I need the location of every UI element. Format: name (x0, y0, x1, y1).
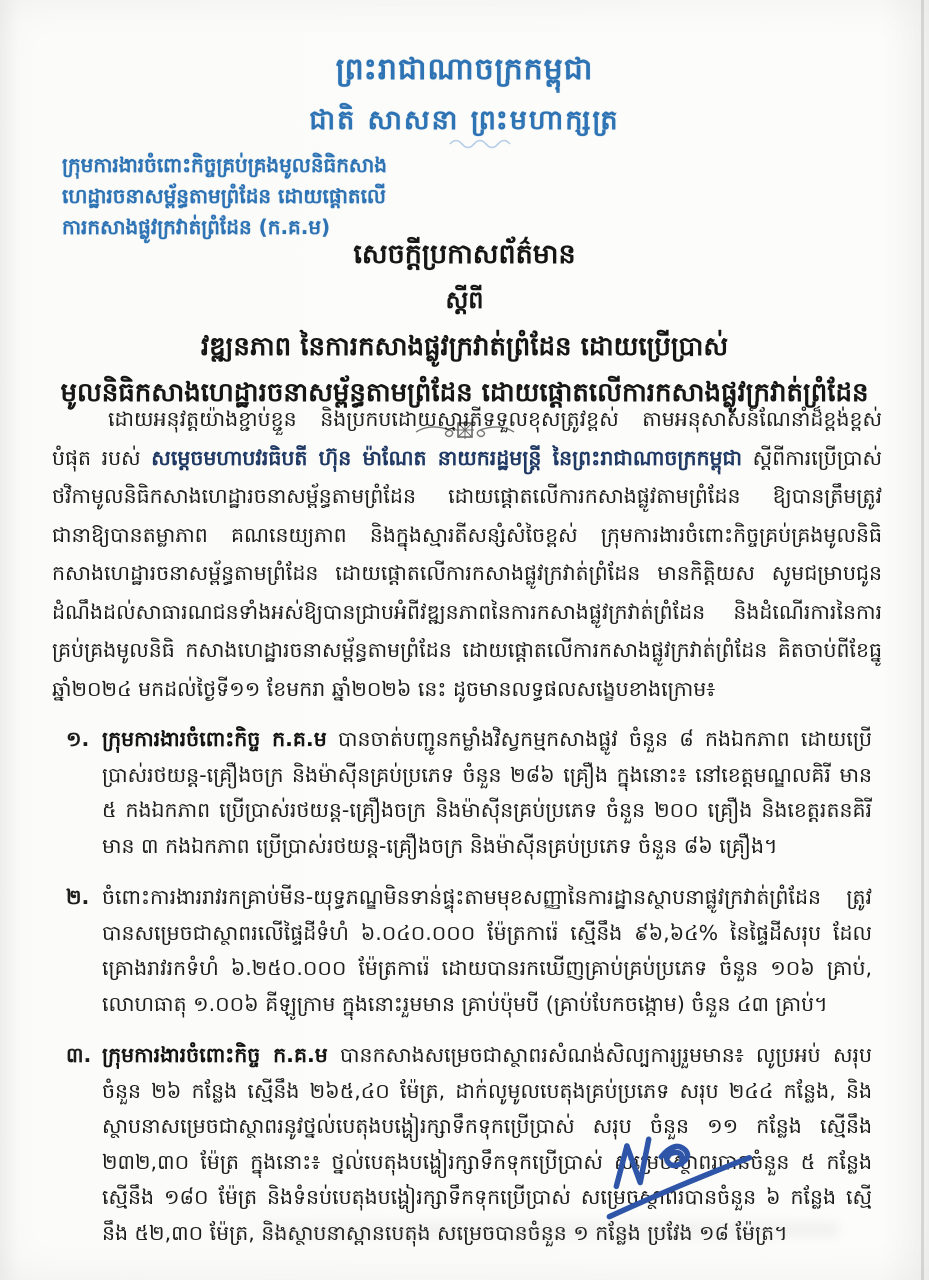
item-text (102, 722, 872, 864)
national-motto: ជាតិ សាសនា ព្រះមហាក្សត្រ (309, 105, 620, 136)
subject-line-2: មូលនិធិកសាងហេដ្ឋារចនាសម្ព័ន្ធតាមព្រំដែន ដោយផ្តោតលើការកសាងផ្លូវក្រវាត់ព្រំដែន (60, 378, 869, 408)
item-body: ចំពោះការងាររាវរកគ្រាប់មីន-យុទ្ធភណ្ឌមិនទាន់ផ្ទុះតាមមុខសញ្ញានៃការដ្ឋានស្ថាបនាផ្លូវក្រវាត់ព្រំដែន ត្រូវបានសម្រេចជាស្ថាពរលើផ្ទៃដីទំហំ ៦.០៤០.០០០ ម៉ែត្រការ៉េ ស្មើនឹង ៩៦,៦៤% នៃផ្ទៃដីសរុប ដែលគ្រោងរាវរកទំហំ ៦.២៥០.០០០ ម៉ែត្រការ៉េ ដោយបានរកឃើញគ្រាប់គ្រប់ប្រភេទ ចំនួន ១០៦ គ្រាប់, លោហធាតុ ១.០០៦ គីឡូក្រាម ក្នុងនោះរួមមាន គ្រាប់ប៉ុមបី (គ្រាប់បែកចង្កោម) ចំនួន ៤៣ គ្រាប់។ (102, 885, 872, 1016)
list-item (66, 880, 872, 1022)
letterhead-line: ការកសាងផ្លូវក្រវាត់ព្រំដែន (ក.គ.ម) (62, 215, 331, 239)
item-number: ២. (66, 885, 90, 909)
subject-line-1: វឌ្ឍនភាព នៃការកសាងផ្លូវក្រវាត់ព្រំដែន ដោយប្រើប្រាស់ (200, 332, 729, 362)
item-body: បានកសាងសម្រេចជាស្ថាពរសំណង់សិល្បការ្យរួមមាន៖ លូប្រអប់ សរុបចំនួន ២៦ កន្លែង ស្មើនឹង ២៦៥,៤០ ម៉ែត្រ, ដាក់លូមូលបេតុងគ្រប់ប្រភេទ សរុប ២៤៤ កន្លែង, និងស្ថាបនាសម្រេចជាស្ថាពរនូវថ្នល់បេតុងបង្ហៀរក្សាទឹកទុកប្រើប្រាស់ សរុប ចំនួន ១១ កន្លែង ស្មើនឹង ២៣២,៣០ ម៉ែត្រ ក្នុងនោះ៖ ថ្នល់បេតុងបង្ហៀរក្សាទឹកទុកប្រើប្រាស់ សម្រេចស្ថាពរបានចំនួន ៥ កន្លែង ស្មើនឹង ១៨០ ម៉ែត្រ និងទំនប់បេតុងបង្ហៀរក្សាទឹកទុកប្រើប្រាស់ សម្រេចស្ថាពរបានចំនួន ៦ កន្លែង ស្មើនឹង ៥២,៣០ ម៉ែត្រ, និងស្ថាបនាស្ពានបេតុង សម្រេចបានចំនួន ១ កន្លែង ប្រវែង ១៨ ម៉ែត្រ។ (102, 1043, 872, 1245)
item-number: ៣. (66, 1043, 92, 1067)
prime-minister-name: សម្តេចមហាបវរធិបតី ហ៊ុន ម៉ាណែត នាយករដ្ឋមន្ត្រី នៃព្រះរាជាណាចក្រកម្ពុជា (151, 445, 743, 470)
task-force-name: ក្រុមការងារចំពោះកិច្ច ក.គ.ម (102, 727, 327, 751)
task-force-name: ក្រុមការងារចំពោះកិច្ច ក.គ.ម (102, 1043, 328, 1067)
page-showthrough (260, 1222, 840, 1238)
kingdom-title: ព្រះរាជាណាចក្រកម្ពុជា (335, 52, 594, 87)
item-number: ១. (66, 727, 90, 751)
regarding-label: ស្តីពី (445, 286, 484, 314)
kingdom-header (0, 50, 929, 143)
letterhead (62, 150, 492, 243)
motto-flourish-ornament (448, 138, 520, 150)
handwritten-initial-signature (598, 1123, 771, 1229)
paper-edge-shadow (921, 0, 924, 1280)
intro-text-end: ស្តីពីការប្រើប្រាស់ថវិកាមូលនិធិកសាងហេដ្ឋារចនាសម្ព័ន្ធតាមព្រំដែន ដោយផ្តោតលើការកសាងផ្លូវតាមព្រំដែន ឱ្យបានត្រឹមត្រូវ ជានាឱ្យបានតម្លាភាព គណនេយ្យភាព និងក្នុងស្មារតីសន្សំសំចៃខ្ពស់ ក្រុមការងារចំពោះកិច្ចគ្រប់គ្រងមូលនិធិកសាងហេដ្ឋារចនាសម្ព័ន្ធតាមព្រំដែន ដោយផ្តោតលើការកសាងផ្លូវក្រវាត់ព្រំដែន មានកិត្តិយស សូមជម្រាបជូនដំណឹងដល់សាធារណជនទាំងអស់ឱ្យបានជ្រាបអំពីវឌ្ឍនភាពនៃការកសាងផ្លូវក្រវាត់ព្រំដែន និងដំណើរការនៃការគ្រប់គ្រងមូលនិធិ កសាងហេដ្ឋារចនាសម្ព័ន្ធតាមព្រំដែន ដោយផ្តោតលើការកសាងផ្លូវក្រវាត់ព្រំដែន គិតចាប់ពីខែធ្នូ ឆ្នាំ២០២៤ មកដល់ថ្ងៃទី១១ ខែមករា ឆ្នាំ២០២៦ នេះ ដូចមានលទ្ធផលសង្ខេបខាងក្រោម៖ (52, 445, 882, 701)
list-item (66, 722, 872, 864)
letterhead-line: ក្រុមការងារចំពោះកិច្ចគ្រប់គ្រងមូលនិធិកសាង (62, 153, 387, 177)
intro-text-start: ដោយអនុវត្តយ៉ាងខ្ជាប់ខ្ជួន និងប្រកបដោយស្មារតីទទួលខុសត្រូវខ្ពស់ តាមអនុសាសន៍ណែនាំដ៏ខ្ពង់ខ្ពស់បំផុត របស់ (52, 407, 882, 470)
intro-paragraph (52, 400, 882, 708)
signature-strokes (598, 1123, 771, 1229)
press-release-title: សេចក្តីប្រកាសព័ត៌មាន (353, 239, 576, 270)
item-body: បានចាត់បញ្ជូនកម្លាំងវិស្វកម្មកសាងផ្លូវ ចំនួន ៨ កងឯកភាព ដោយប្រើប្រាស់រថយន្ត-គ្រឿងចក្រ និងម៉ាស៊ីនគ្រប់ប្រភេទ ចំនួន ២៨៦ គ្រឿង ក្នុងនោះ៖ នៅខេត្តមណ្ឌលគិរី មាន ៥ កងឯកភាព ប្រើប្រាស់រថយន្ត-គ្រឿងចក្រ និងម៉ាស៊ីនគ្រប់ប្រភេទ ចំនួន ២០០ គ្រឿង និងខេត្តរតនគិរី មាន ៣ កងឯកភាព ប្រើប្រាស់រថយន្ត-គ្រឿងចក្រ និងម៉ាស៊ីនគ្រប់ប្រភេទ ចំនួន ៨៦ គ្រឿង។ (102, 727, 872, 858)
item-text (102, 880, 872, 1022)
letterhead-line: ហេដ្ឋារចនាសម្ព័ន្ធតាមព្រំដែន ដោយផ្តោតលើ (62, 184, 386, 208)
